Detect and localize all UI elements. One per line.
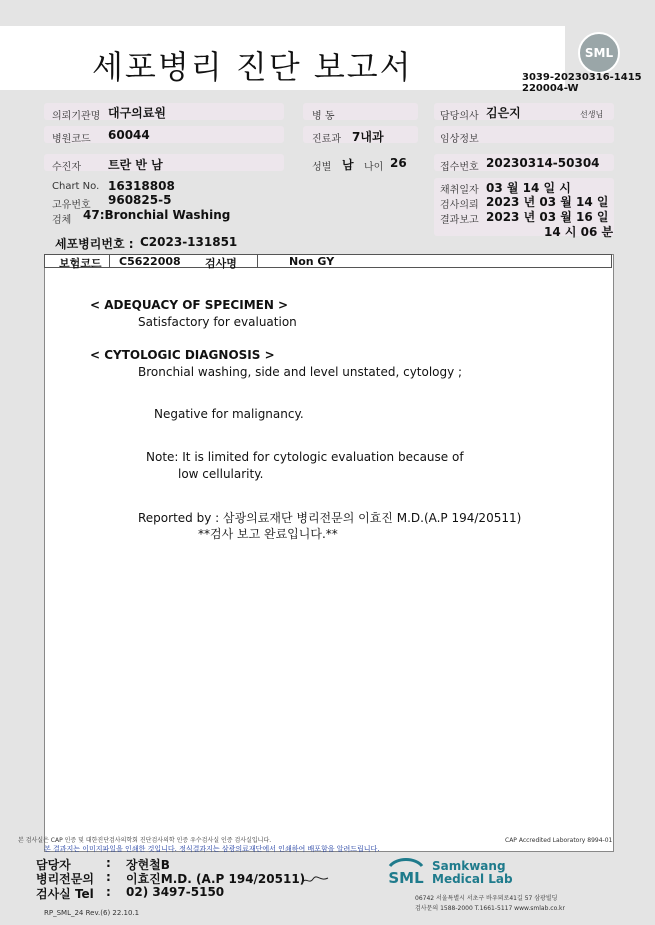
receipt-value: 20230314-50304 [486, 156, 600, 170]
notice: 본 결과지는 이미지파일을 인쇄한 것입니다. 정식결과지는 삼광의료재단에서 인쇄하여 배포함을 알려드립니다. [44, 845, 380, 853]
diagnosis-line: Bronchial washing, side and level unstated, cytology ; [138, 365, 463, 379]
note-line-1: Note: It is limited for cytologic evaluation because of [146, 450, 464, 464]
adequacy-text: Satisfactory for evaluation [138, 315, 297, 329]
adequacy-heading: < ADEQUACY OF SPECIMEN > [90, 298, 289, 312]
test-label: 검사명 [205, 257, 237, 270]
hospital-code-label: 병원코드 [52, 134, 91, 145]
pathologist-label: 병리전문의 [36, 872, 94, 886]
cyto-no-label: 세포병리번호 : [55, 237, 134, 251]
request-label: 검사의뢰 [440, 200, 479, 211]
note-line-2: low cellularity. [178, 467, 264, 481]
clinical-info-label: 임상정보 [440, 134, 479, 145]
result-label: 결과보고 [440, 215, 479, 226]
lab-tel-value: 02) 3497-5150 [126, 885, 225, 899]
request-value: 2023 년 03 월 14 일 [486, 195, 609, 209]
collect-label: 채취일자 [440, 185, 479, 196]
cap-text: CAP Accredited Laboratory 8994-01 [505, 837, 613, 844]
doctor-suffix: 선생님 [580, 110, 604, 119]
insurance-code: C5622008 [119, 255, 181, 268]
test-name: Non GY [289, 255, 335, 268]
dept-label: 진료과 [312, 134, 341, 145]
institution-value: 대구의료원 [108, 106, 166, 120]
institution-label: 의뢰기관명 [52, 111, 101, 122]
ward-label: 병 동 [312, 111, 335, 122]
svg-text:SML: SML [388, 869, 424, 887]
document-id: 3039-20230316-1415 220004-W [522, 72, 642, 94]
result-date-value: 2023 년 03 월 16 일 [486, 210, 609, 224]
chart-label: Chart No. [52, 181, 100, 192]
unique-value: 960825-5 [108, 193, 172, 207]
specimen-label: 검체 [52, 215, 72, 226]
diagnosis-heading: < CYTOLOGIC DIAGNOSIS > [90, 348, 275, 362]
specimen-value: 47:Bronchial Washing [83, 208, 231, 222]
manager-label: 담당자 [36, 858, 71, 872]
age-value: 26 [390, 156, 407, 170]
form-code: RP_SML_24 Rev.(6) 22.10.1 [44, 909, 140, 917]
patient-label: 수진자 [52, 162, 81, 173]
doctor-label: 담당의사 [440, 111, 479, 122]
contact: 검사문의 1588-2000 T.1661-5117 www.smlab.co.kr [415, 905, 565, 912]
age-label: 나이 [364, 162, 384, 173]
sex-label: 성별 [312, 162, 332, 173]
lab-tel-label: 검사실 Tel [36, 887, 94, 901]
code-row [44, 254, 612, 268]
diagnosis-result: Negative for malignancy. [154, 407, 304, 421]
report-box [44, 254, 614, 852]
page-title: 세포병리 진단 보고서 [92, 48, 413, 86]
hospital-code-value: 60044 [108, 128, 150, 142]
sex-value: 남 [342, 158, 354, 172]
cyto-no-value: C2023-131851 [140, 235, 238, 249]
signature-icon [300, 874, 330, 886]
doctor-value: 김은지 [486, 106, 521, 120]
chart-value: 16318808 [108, 179, 175, 193]
dept-value: 7내과 [352, 130, 384, 144]
reported-by: Reported by : 삼광의료재단 병리전문의 이효진 M.D.(A.P 194/20511) [138, 511, 522, 525]
patient-value: 트란 반 남 [108, 158, 163, 172]
brand-name: Samkwang Medical Lab [432, 859, 513, 886]
insurance-label: 보험코드 [59, 257, 102, 270]
fine-print: 본 검사실은 CAP 인증 및 대한진단검사의학회 진단검사의학 인증 우수검사실 인증 검사실입니다. [18, 837, 272, 844]
unique-label: 고유번호 [52, 200, 91, 211]
collect-value: 03 월 14 일 시 [486, 181, 571, 195]
result-time-value: 14 시 06 분 [544, 225, 614, 239]
manager-value: 장현철B [126, 858, 170, 872]
pathologist-value: 이효진M.D. (A.P 194/20511) [126, 872, 306, 886]
sml-logo-icon: SML [578, 32, 620, 74]
sml-brand-logo-icon [386, 858, 426, 888]
report-complete: **검사 보고 완료입니다.** [198, 527, 338, 541]
address: 06742 서울특별시 서초구 바우뫼로41길 57 삼광빌딩 [415, 895, 558, 902]
receipt-label: 접수번호 [440, 162, 479, 173]
